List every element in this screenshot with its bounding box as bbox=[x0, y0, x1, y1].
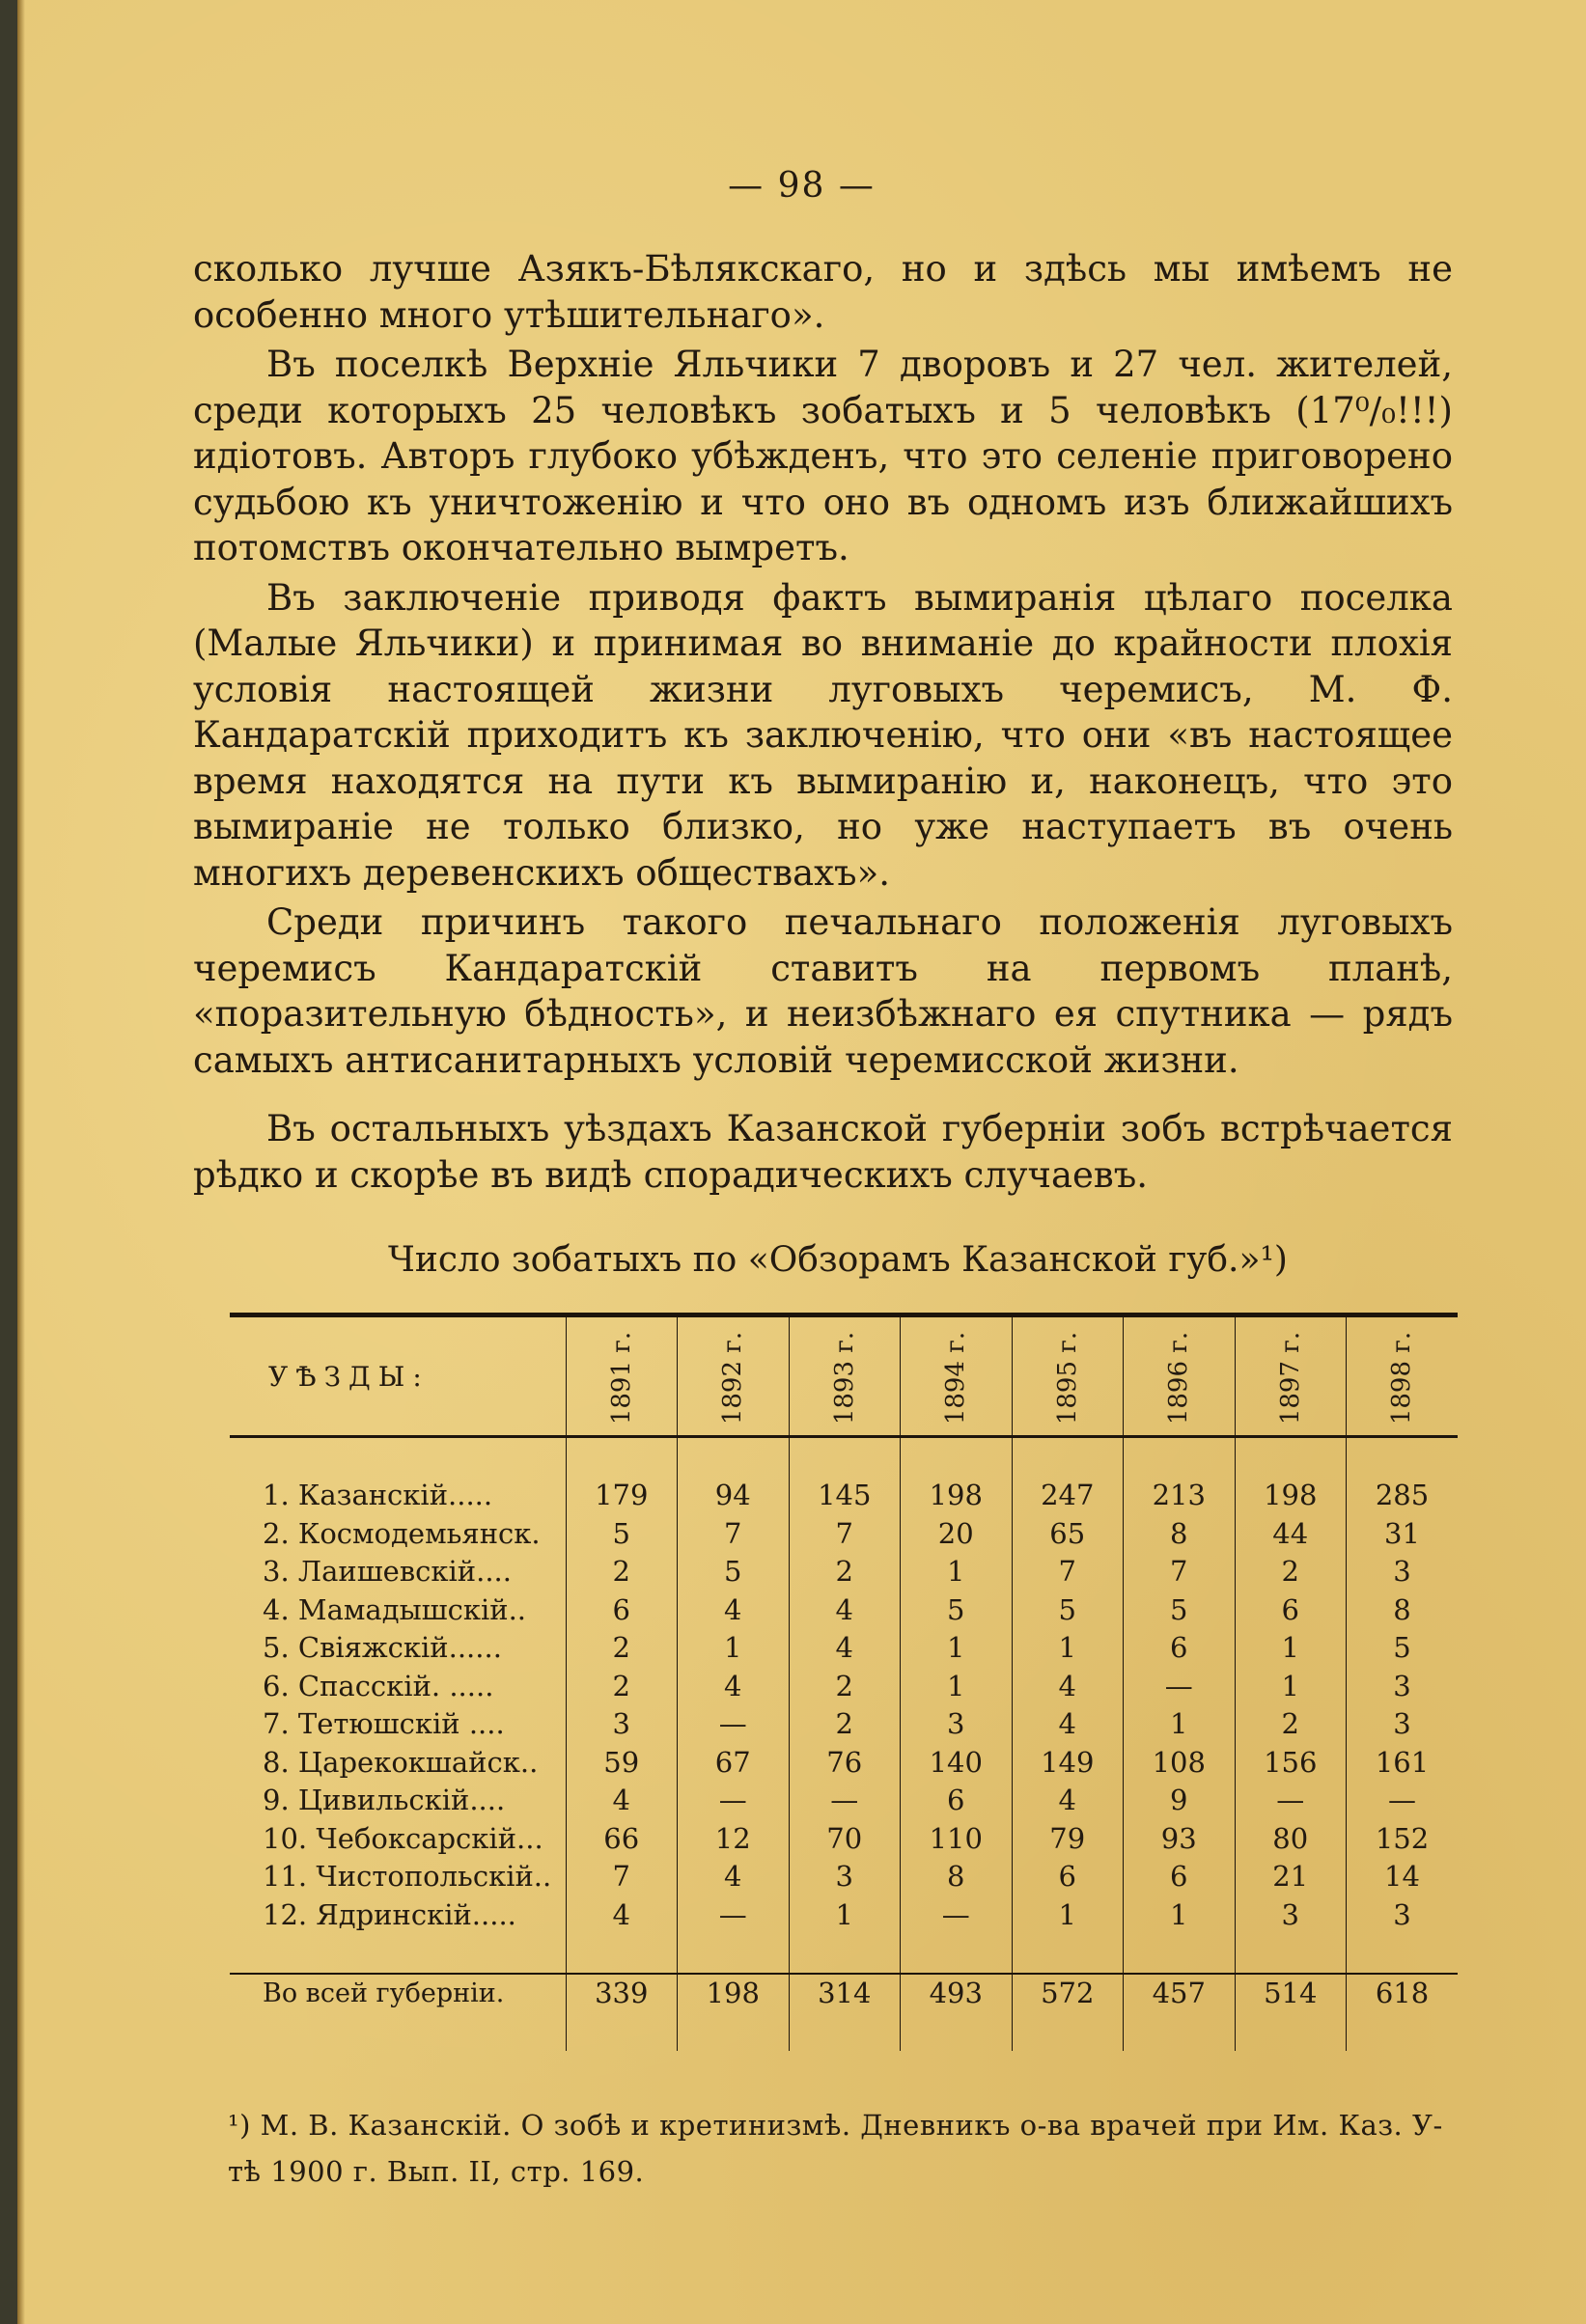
column-header-year: 1891 г. bbox=[566, 1315, 678, 1437]
column-header-year: 1897 г. bbox=[1235, 1315, 1347, 1437]
table-cell: 457 bbox=[1124, 1974, 1236, 2013]
table-cell: 618 bbox=[1347, 1974, 1459, 2013]
table-cell: — bbox=[1235, 1782, 1347, 1820]
table-title: Число зобатыхъ по «Обзорамъ Казанской губ.»¹) bbox=[388, 1240, 1288, 1280]
table-cell: 2 bbox=[1235, 1553, 1347, 1591]
book-page bbox=[17, 0, 1586, 2324]
district-name: 10. Чебоксарскій... bbox=[263, 1821, 543, 1855]
table-cell: 108 bbox=[1124, 1743, 1236, 1782]
table-cell: 76 bbox=[789, 1743, 901, 1782]
table-cell: 493 bbox=[901, 1974, 1013, 2013]
page-number: — 98 — bbox=[728, 166, 876, 206]
table-cell: 4 bbox=[789, 1629, 901, 1668]
table-cell: 93 bbox=[1124, 1820, 1236, 1859]
district-name: 4. Мамадышскій.. bbox=[263, 1592, 527, 1626]
table-cell: 5 bbox=[1347, 1629, 1459, 1668]
table-cell: 44 bbox=[1235, 1514, 1347, 1553]
paragraph: сколько лучше Азякъ-Бѣлякскаго, но и здѣсь мы имѣемъ не особенно много утѣшительнаго». bbox=[193, 248, 1453, 336]
table-cell: 4 bbox=[678, 1858, 790, 1896]
table-cell: 6 bbox=[901, 1782, 1013, 1820]
table-row bbox=[230, 1743, 1458, 1782]
district-name: 2. Космодемьянск. bbox=[263, 1516, 541, 1550]
table-cell: 6 bbox=[566, 1591, 678, 1629]
table-cell: 1 bbox=[901, 1629, 1013, 1668]
column-header-year: 1894 г. bbox=[901, 1315, 1013, 1437]
table-cell: 1 bbox=[901, 1667, 1013, 1705]
table-row bbox=[230, 1858, 1458, 1896]
column-header-year: 1898 г. bbox=[1347, 1315, 1459, 1437]
table-cell: 1 bbox=[1235, 1629, 1347, 1668]
table-cell: 179 bbox=[566, 1477, 678, 1515]
table-cell: 21 bbox=[1235, 1858, 1347, 1896]
district-name: Во всей губерніи. bbox=[230, 1974, 566, 2013]
table-cell: 1 bbox=[1012, 1629, 1124, 1668]
table-row bbox=[230, 1705, 1458, 1744]
table-cell: 110 bbox=[901, 1820, 1013, 1859]
table-cell: 2 bbox=[789, 1553, 901, 1591]
table-cell: 161 bbox=[1347, 1743, 1459, 1782]
table-cell: 67 bbox=[678, 1743, 790, 1782]
table-cell: 2 bbox=[789, 1705, 901, 1744]
table-cell: 3 bbox=[1235, 1896, 1347, 1935]
table-cell: 1 bbox=[789, 1896, 901, 1935]
table-cell: 4 bbox=[1012, 1667, 1124, 1705]
column-header-year: 1892 г. bbox=[678, 1315, 790, 1437]
column-header-districts: УѢЗДЫ: bbox=[230, 1315, 566, 1437]
table-cell: 198 bbox=[678, 1974, 790, 2013]
table-row bbox=[230, 1896, 1458, 1935]
table-cell: 2 bbox=[566, 1667, 678, 1705]
district-name: 8. Царекокшайск.. bbox=[263, 1745, 539, 1779]
table-cell: 65 bbox=[1012, 1514, 1124, 1553]
district-name: 7. Тетюшскій .... bbox=[263, 1707, 505, 1741]
table-cell: — bbox=[678, 1705, 790, 1744]
table-cell: 2 bbox=[1235, 1705, 1347, 1744]
table-cell: 285 bbox=[1347, 1477, 1459, 1515]
paragraph: Въ поселкѣ Верхніе Яльчики 7 дворовъ и 27 чел. жителей, среди которыхъ 25 человѣкъ зобатыхъ и 5 человѣкъ (17⁰/₀!!!) идіотовъ. Авторъ глубоко убѣжденъ, что это селеніе приговорено судьбою къ уничтоженію и что оно въ одномъ изъ ближайшихъ потомствъ окончательно вымретъ. bbox=[193, 344, 1453, 568]
table-cell: 7 bbox=[1124, 1553, 1236, 1591]
column-header-year: 1893 г. bbox=[789, 1315, 901, 1437]
table-cell: 3 bbox=[789, 1858, 901, 1896]
table-row bbox=[230, 1629, 1458, 1668]
district-name: 11. Чистопольскій.. bbox=[263, 1860, 552, 1894]
table-cell: 339 bbox=[566, 1974, 678, 2013]
table-cell: 4 bbox=[678, 1591, 790, 1629]
table-cell: 6 bbox=[1012, 1858, 1124, 1896]
table-cell: 6 bbox=[1235, 1591, 1347, 1629]
table-row bbox=[230, 1820, 1458, 1859]
table-cell: 198 bbox=[1235, 1477, 1347, 1515]
table-cell: 198 bbox=[901, 1477, 1013, 1515]
table-row bbox=[230, 1553, 1458, 1591]
table-cell: 1 bbox=[1124, 1896, 1236, 1935]
table-cell: 8 bbox=[901, 1858, 1013, 1896]
district-name: 3. Лаишевскій.... bbox=[263, 1555, 512, 1589]
table-cell: 70 bbox=[789, 1820, 901, 1859]
table-cell: 213 bbox=[1124, 1477, 1236, 1515]
table-cell: 140 bbox=[901, 1743, 1013, 1782]
table-cell: — bbox=[901, 1896, 1013, 1935]
table-cell: 5 bbox=[1124, 1591, 1236, 1629]
table-cell: 2 bbox=[789, 1667, 901, 1705]
table-cell: 20 bbox=[901, 1514, 1013, 1553]
table-cell: — bbox=[1124, 1667, 1236, 1705]
table-cell: 3 bbox=[566, 1705, 678, 1744]
table-cell: 7 bbox=[1012, 1553, 1124, 1591]
table-cell: 8 bbox=[1347, 1591, 1459, 1629]
table-cell: 7 bbox=[789, 1514, 901, 1553]
paragraph: Въ остальныхъ уѣздахъ Казанской губерніи зобъ встрѣчается рѣдко и скорѣе въ видѣ спорадическихъ случаевъ. bbox=[193, 1108, 1453, 1196]
table-cell: 2 bbox=[566, 1629, 678, 1668]
table-cell: 1 bbox=[1235, 1667, 1347, 1705]
table-cell: 6 bbox=[1124, 1629, 1236, 1668]
paragraph: Въ заключеніе приводя фактъ вымиранія цѣлаго поселка (Малые Яльчики) и принимая во вниманіе до крайности плохія условія настоящей жизни луговыхъ черемисъ, М. Ф. Кандаратскій приходитъ къ заключенію, что они «въ настоящее время находятся на пути къ вымиранію и, наконецъ, что это вымираніе не только близко, но уже наступаетъ въ очень многихъ деревенскихъ обществахъ». bbox=[193, 576, 1453, 894]
table-cell: 79 bbox=[1012, 1820, 1124, 1859]
table-cell: 9 bbox=[1124, 1782, 1236, 1820]
table-cell: 1 bbox=[1012, 1896, 1124, 1935]
table-cell: 4 bbox=[566, 1896, 678, 1935]
table-cell: 1 bbox=[1124, 1705, 1236, 1744]
table-cell: 80 bbox=[1235, 1820, 1347, 1859]
table-cell: 7 bbox=[678, 1514, 790, 1553]
district-name: 9. Цивильскій.... bbox=[263, 1784, 506, 1817]
table-total-row bbox=[230, 1974, 1458, 2013]
table-cell: 12 bbox=[678, 1820, 790, 1859]
table-row bbox=[230, 1477, 1458, 1515]
paragraph: Среди причинъ такого печальнаго положенія луговыхъ черемисъ Кандаратскій ставитъ на первомъ планѣ, «поразительную бѣдность», и неизбѣжнаго ея спутника — рядъ самыхъ антисанитарныхъ условій черемисской жизни. bbox=[193, 901, 1453, 1081]
table-cell: 8 bbox=[1124, 1514, 1236, 1553]
table-cell: 4 bbox=[678, 1667, 790, 1705]
table-cell: 4 bbox=[1012, 1782, 1124, 1820]
table-cell: 1 bbox=[678, 1629, 790, 1668]
table-cell: 1 bbox=[901, 1553, 1013, 1591]
footnote: ¹) М. В. Казанскій. О зобѣ и кретинизмѣ. Дневникъ о-ва врачей при Им. Каз. У-тѣ 1900 г. Вып. II, стр. 169. bbox=[228, 2109, 1443, 2188]
table-cell: 4 bbox=[789, 1591, 901, 1629]
table-row bbox=[230, 1782, 1458, 1820]
table-cell: 5 bbox=[1012, 1591, 1124, 1629]
body-text bbox=[193, 246, 1453, 1202]
table-cell: — bbox=[678, 1782, 790, 1820]
table-cell: 31 bbox=[1347, 1514, 1459, 1553]
column-header-year: 1896 г. bbox=[1124, 1315, 1236, 1437]
table-cell: 152 bbox=[1347, 1820, 1459, 1859]
table-cell: 3 bbox=[1347, 1667, 1459, 1705]
table-row bbox=[230, 1514, 1458, 1553]
table-cell: 5 bbox=[566, 1514, 678, 1553]
table-header-row bbox=[230, 1315, 1458, 1437]
table-cell: — bbox=[678, 1896, 790, 1935]
goiter-statistics-table bbox=[230, 1313, 1458, 2051]
table-cell: 5 bbox=[901, 1591, 1013, 1629]
page-binding-shadow bbox=[17, 0, 25, 2324]
district-name: 6. Спасскій. ..... bbox=[263, 1669, 494, 1702]
table-cell: 59 bbox=[566, 1743, 678, 1782]
table-cell: — bbox=[789, 1782, 901, 1820]
table-cell: 156 bbox=[1235, 1743, 1347, 1782]
table-cell: 2 bbox=[566, 1553, 678, 1591]
table-cell: 4 bbox=[566, 1782, 678, 1820]
table-cell: 314 bbox=[789, 1974, 901, 2013]
district-name: 5. Свіяжскій...... bbox=[263, 1631, 502, 1665]
table-cell: 7 bbox=[566, 1858, 678, 1896]
district-name: 12. Ядринскій..... bbox=[263, 1897, 516, 1931]
table-cell: 145 bbox=[789, 1477, 901, 1515]
table-cell: 5 bbox=[678, 1553, 790, 1591]
table-cell: 66 bbox=[566, 1820, 678, 1859]
table-cell: 3 bbox=[901, 1705, 1013, 1744]
table-cell: 3 bbox=[1347, 1705, 1459, 1744]
table-cell: 94 bbox=[678, 1477, 790, 1515]
table-cell: 3 bbox=[1347, 1896, 1459, 1935]
table-row bbox=[230, 1591, 1458, 1629]
table-cell: 6 bbox=[1124, 1858, 1236, 1896]
table-row bbox=[230, 1667, 1458, 1705]
table-cell: 514 bbox=[1235, 1974, 1347, 2013]
table-cell: — bbox=[1347, 1782, 1459, 1820]
district-name: 1. Казанскій..... bbox=[263, 1478, 493, 1511]
table-cell: 247 bbox=[1012, 1477, 1124, 1515]
table-cell: 14 bbox=[1347, 1858, 1459, 1896]
column-header-year: 1895 г. bbox=[1012, 1315, 1124, 1437]
table-cell: 4 bbox=[1012, 1705, 1124, 1744]
table-cell: 149 bbox=[1012, 1743, 1124, 1782]
table-cell: 572 bbox=[1012, 1974, 1124, 2013]
table-cell: 3 bbox=[1347, 1553, 1459, 1591]
